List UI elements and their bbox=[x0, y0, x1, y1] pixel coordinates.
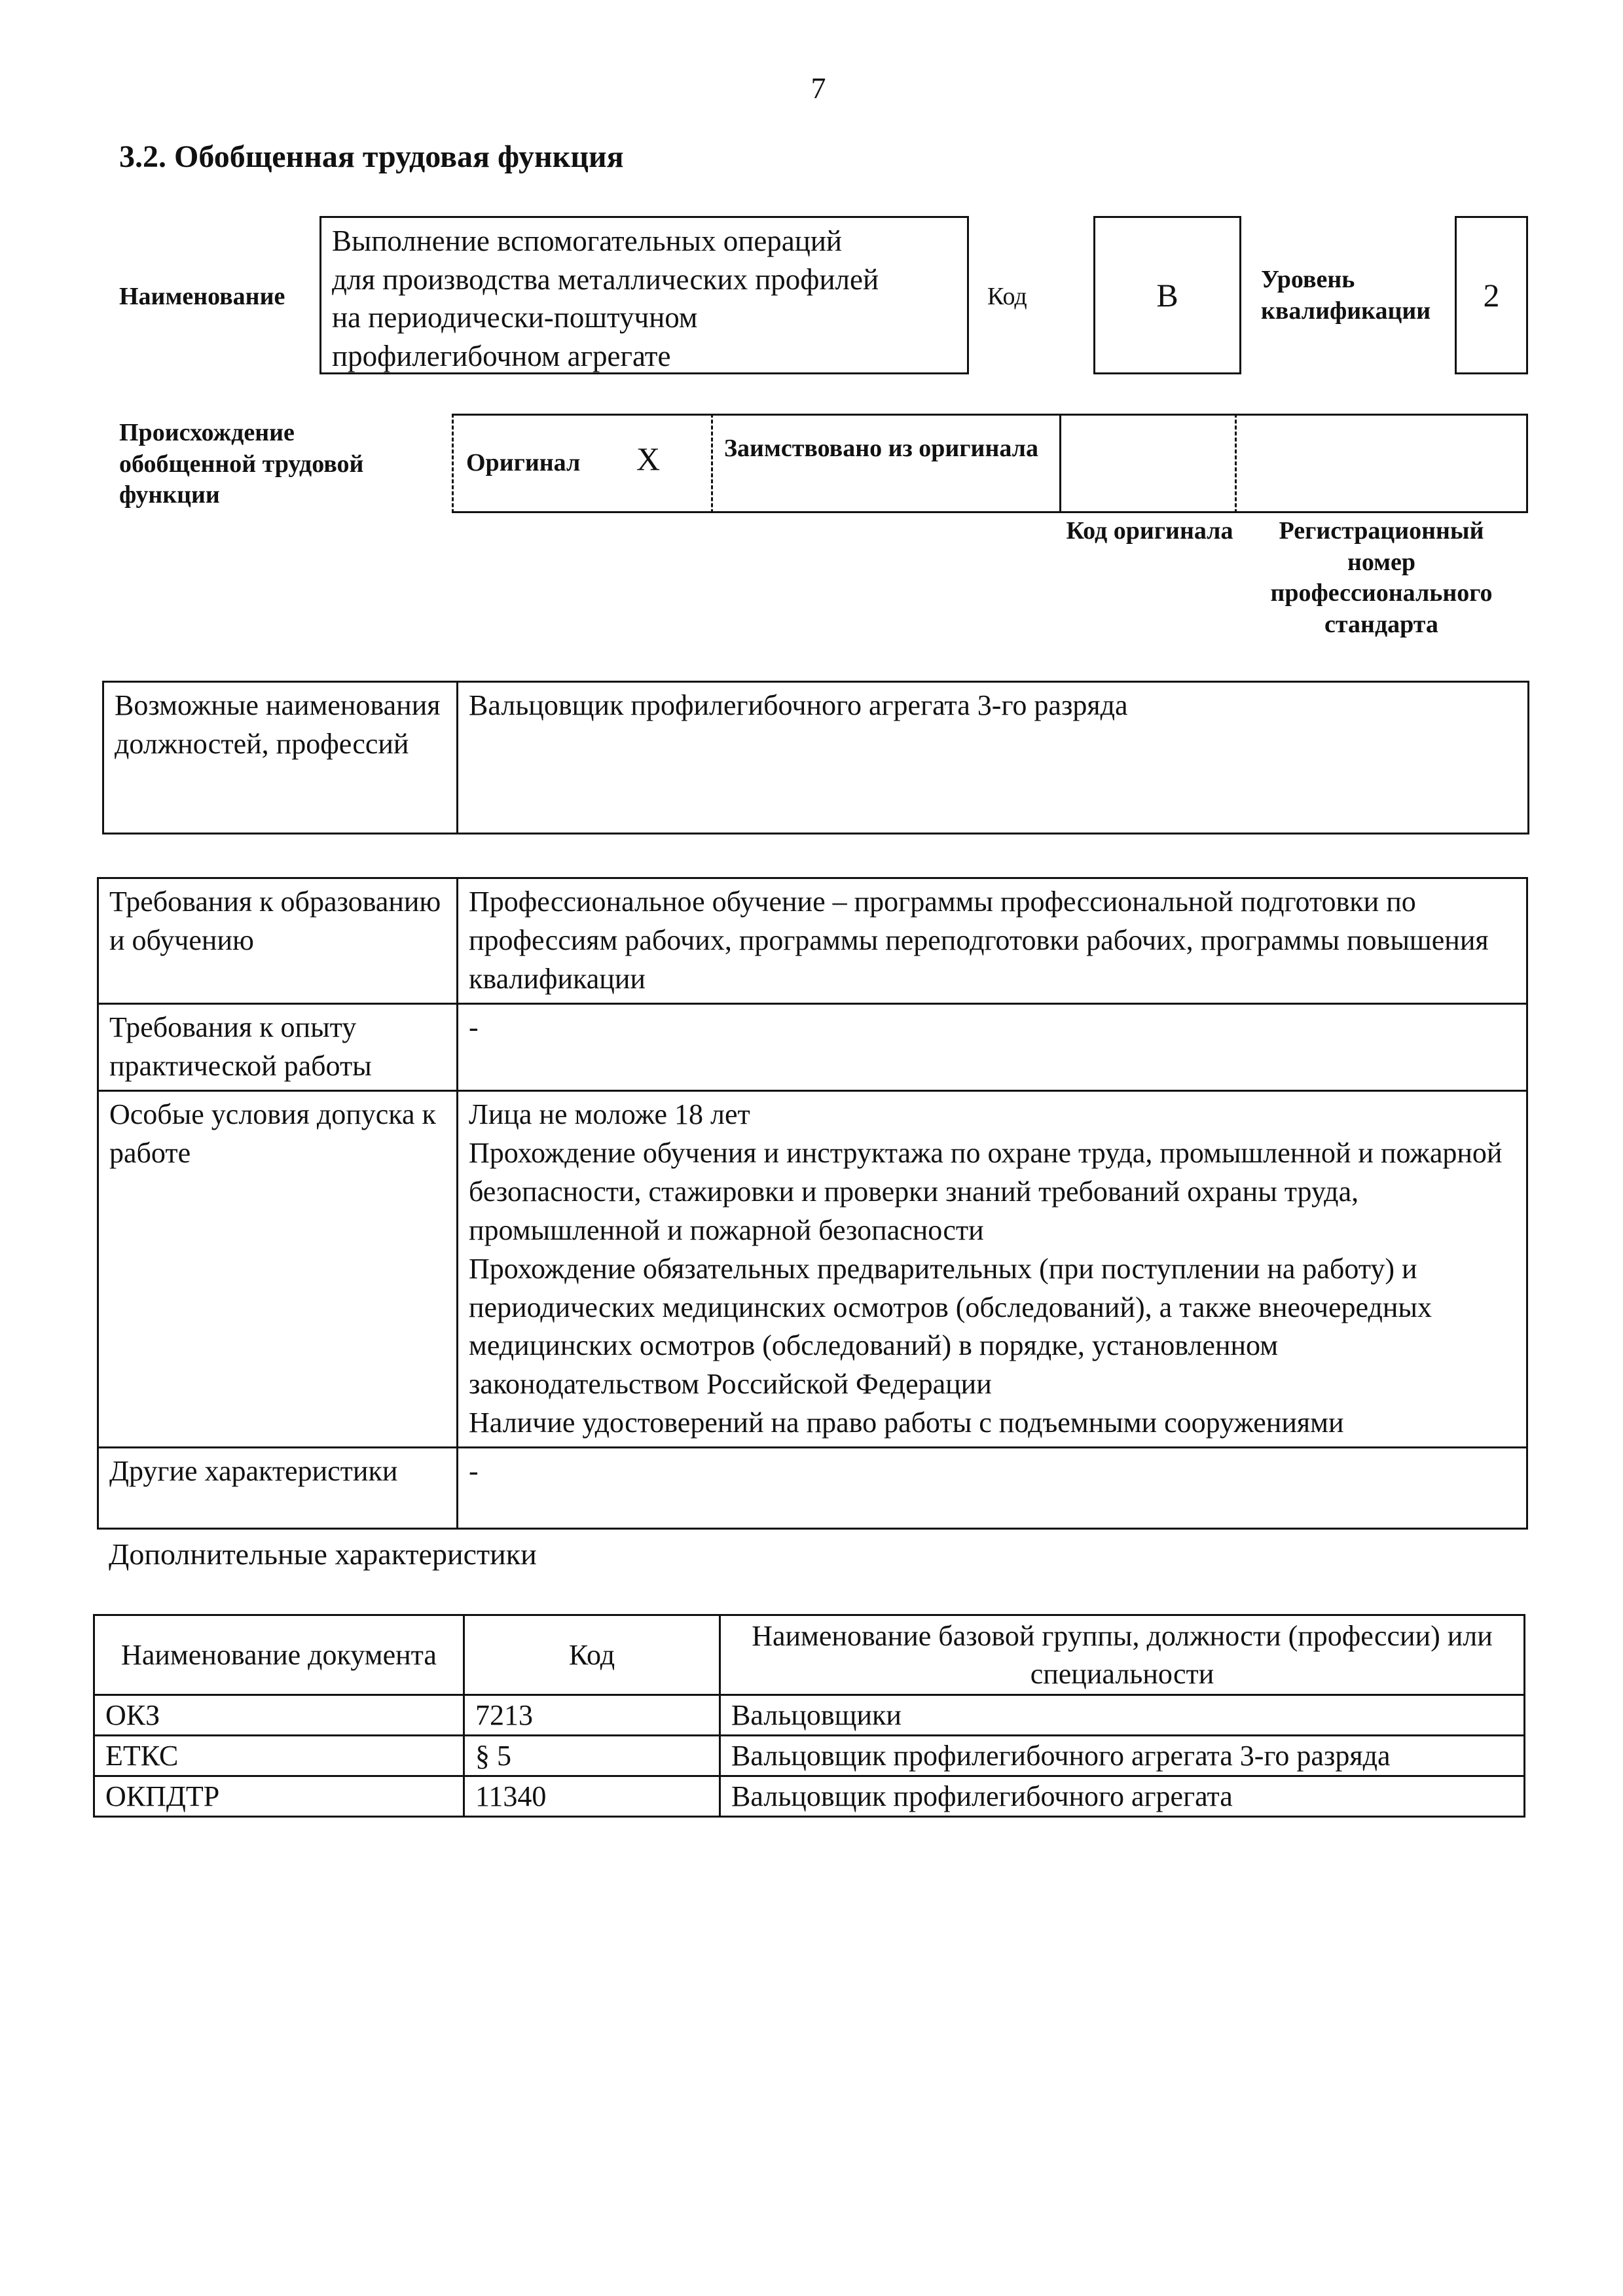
origin-borrowed-label: Заимствовано из оригинала bbox=[724, 435, 1038, 462]
positions-label: Возможные наименования должностей, профессий bbox=[103, 682, 458, 834]
function-name-line: на периодически-поштучном bbox=[332, 301, 698, 334]
requirement-line: Прохождение обязательных предварительных (при поступлении на работу) и периодических медицинских осмотров (обследований), а также внеочередных медицинских осмотров (обследований) в порядке, установленном законодательством Российской Федерации bbox=[469, 1252, 1432, 1401]
requirement-line: Лица не моложе 18 лет bbox=[469, 1098, 750, 1130]
requirement-row bbox=[98, 1090, 1527, 1448]
requirement-row bbox=[98, 1003, 1527, 1090]
positions-table bbox=[102, 681, 1529, 834]
origin-original-label: Оригинал bbox=[466, 449, 581, 476]
requirement-row bbox=[98, 1448, 1527, 1529]
additional-title: Дополнительные характеристики bbox=[109, 1537, 537, 1571]
requirements-table bbox=[97, 877, 1528, 1530]
origin-reg-caption: Регистрационный номер профессионального стандарта bbox=[1270, 517, 1493, 638]
additional-row bbox=[94, 1736, 1525, 1776]
additional-cell: 7213 bbox=[464, 1695, 720, 1736]
requirement-label: Требования к опыту практической работы bbox=[98, 1003, 458, 1090]
code-label: Код bbox=[987, 283, 1027, 310]
additional-header: Наименование документа bbox=[94, 1615, 464, 1695]
requirement-line: - bbox=[469, 1011, 479, 1043]
requirement-row bbox=[98, 878, 1527, 1004]
origin-original-mark: X bbox=[636, 440, 661, 477]
origin-label: Происхождение обобщенной трудовой функции bbox=[119, 419, 364, 509]
origin-code-caption: Код оригинала bbox=[1066, 517, 1233, 545]
requirement-value bbox=[458, 1003, 1527, 1090]
code-value: B bbox=[1093, 216, 1241, 374]
function-name-line: профилегибочном агрегате bbox=[332, 339, 671, 372]
additional-cell: Вальцовщик профилегибочного агрегата bbox=[720, 1776, 1525, 1817]
additional-cell: ОКПДТР bbox=[94, 1776, 464, 1817]
requirement-label: Особые условия допуска к работе bbox=[98, 1090, 458, 1448]
positions-value: Вальцовщик профилегибочного агрегата 3-го разряда bbox=[458, 682, 1529, 834]
additional-header-row bbox=[94, 1615, 1525, 1695]
additional-table bbox=[93, 1614, 1525, 1818]
requirement-value bbox=[458, 1090, 1527, 1448]
requirement-value bbox=[458, 878, 1527, 1004]
additional-header: Наименование базовой группы, должности (профессии) или специальности bbox=[720, 1615, 1525, 1695]
additional-cell: ОКЗ bbox=[94, 1695, 464, 1736]
requirement-line: Наличие удостоверений на право работы с подъемными сооружениями bbox=[469, 1407, 1344, 1439]
level-value: 2 bbox=[1455, 216, 1528, 374]
additional-header: Код bbox=[464, 1615, 720, 1695]
function-name-line: Выполнение вспомогательных операций bbox=[332, 224, 843, 257]
requirement-line: Профессиональное обучение – программы профессиональной подготовки по профессиям рабочих, программы переподготовки рабочих, программы повышения квалификации bbox=[469, 886, 1489, 995]
function-name-box bbox=[319, 216, 969, 374]
function-name-line: для производства металлических профилей bbox=[332, 262, 879, 296]
requirement-label: Требования к образованию и обучению bbox=[98, 878, 458, 1004]
additional-cell: ЕТКС bbox=[94, 1736, 464, 1776]
requirement-line: - bbox=[469, 1455, 479, 1488]
level-label: Уровень квалификации bbox=[1261, 266, 1431, 325]
additional-cell: 11340 bbox=[464, 1776, 720, 1817]
additional-cell: Вальцовщики bbox=[720, 1695, 1525, 1736]
page-number: 7 bbox=[811, 71, 826, 105]
section-title: 3.2. Обобщенная трудовая функция bbox=[119, 139, 624, 174]
requirement-line: Прохождение обучения и инструктажа по охране труда, промышленной и пожарной безопасности, стажировки и проверки знаний требований охраны труда, промышленной и пожарной безопасности bbox=[469, 1136, 1503, 1246]
origin-row bbox=[452, 414, 1528, 513]
additional-cell: § 5 bbox=[464, 1736, 720, 1776]
requirement-value bbox=[458, 1448, 1527, 1529]
name-label: Наименование bbox=[119, 283, 285, 310]
requirement-label: Другие характеристики bbox=[98, 1448, 458, 1529]
additional-row bbox=[94, 1776, 1525, 1817]
additional-cell: Вальцовщик профилегибочного агрегата 3-го разряда bbox=[720, 1736, 1525, 1776]
additional-row bbox=[94, 1695, 1525, 1736]
